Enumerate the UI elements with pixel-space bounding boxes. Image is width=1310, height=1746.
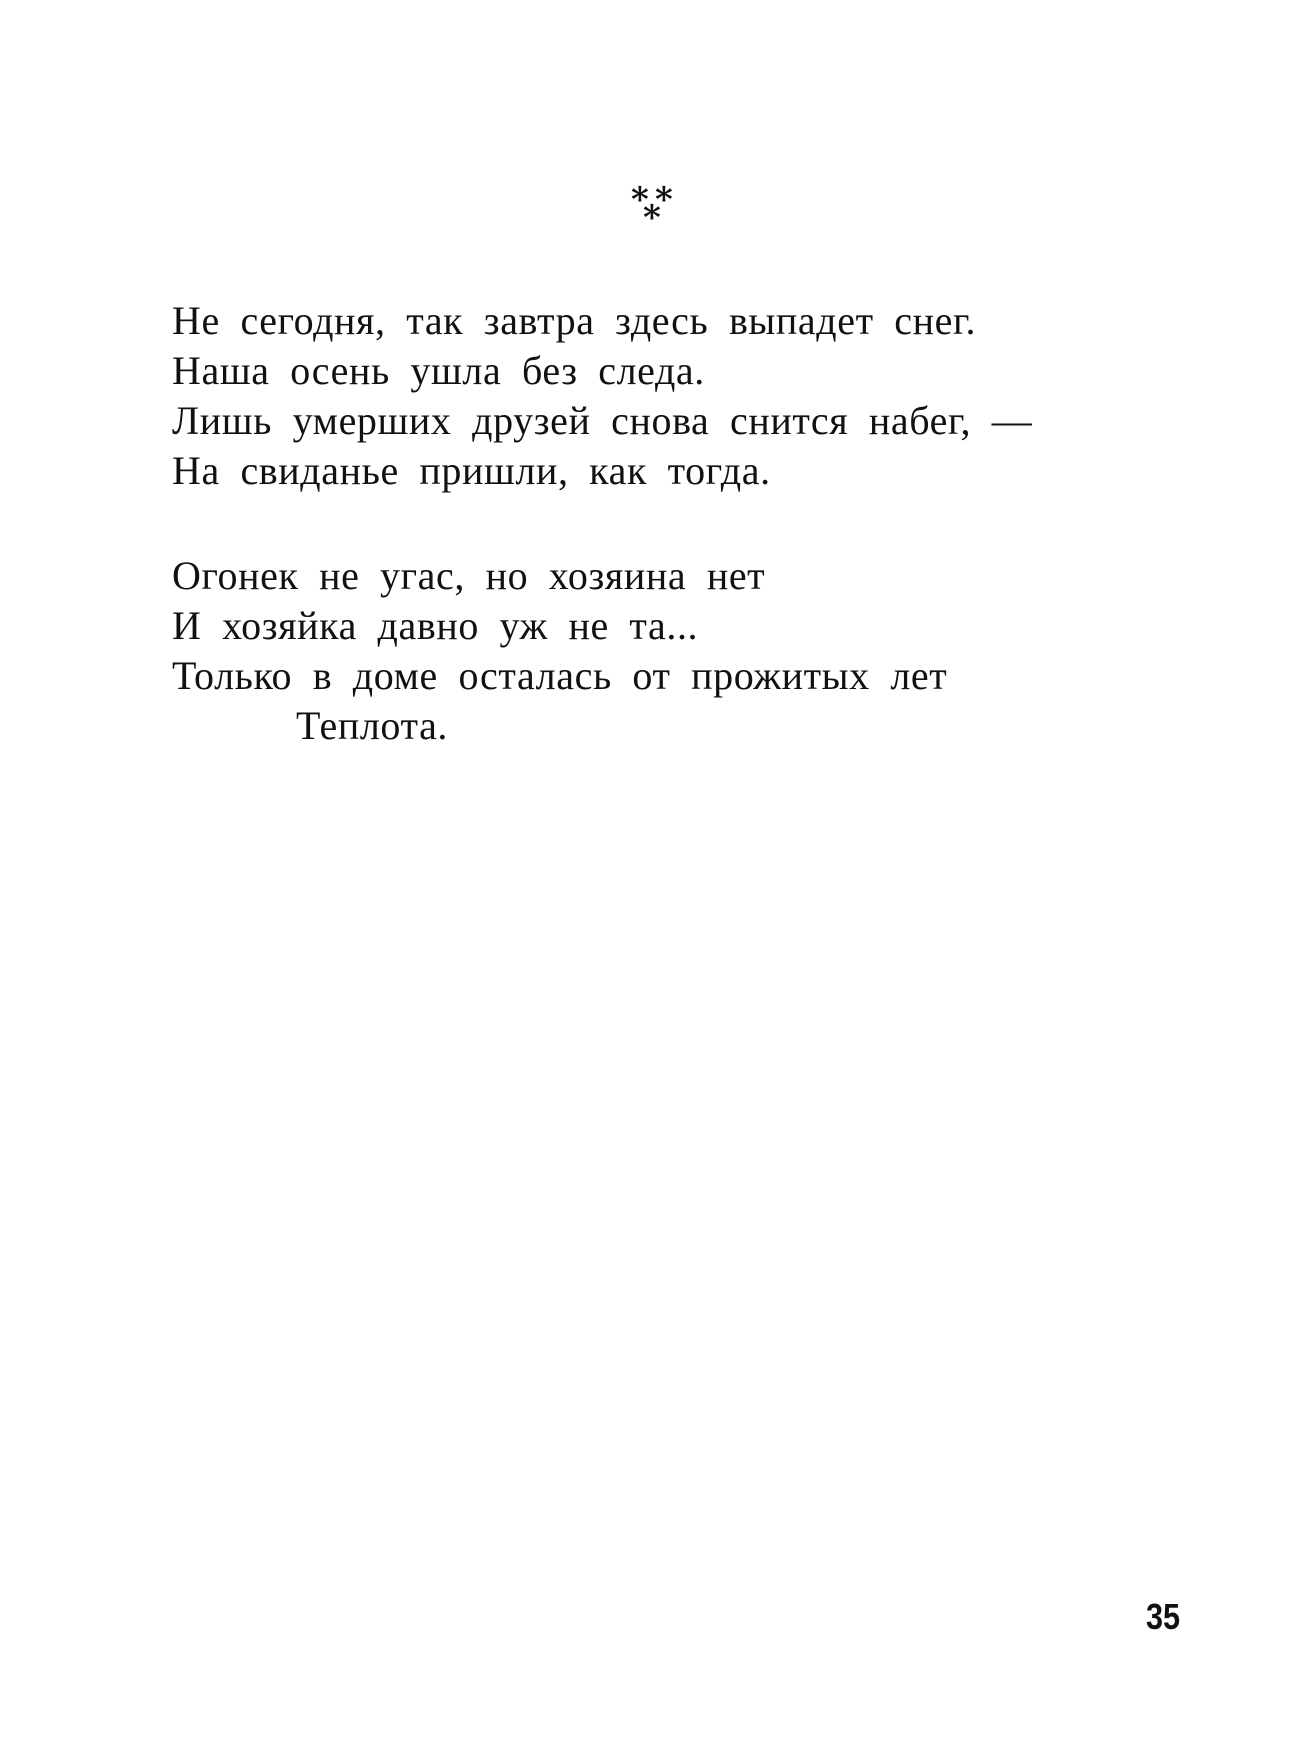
poem-line: Наша осень ушла без следа. — [172, 348, 705, 393]
poem-line: Лишь умерших друзей снова снится набег, — — [172, 398, 1033, 443]
poem — [172, 296, 1232, 751]
page-number: 35 — [1146, 1596, 1181, 1637]
stanza-2 — [172, 551, 1232, 751]
star-icon: * — [655, 180, 673, 220]
poem-line: Только в доме осталась от прожитых лет — [172, 653, 948, 698]
poem-line: И хозяйка давно уж не та... — [172, 603, 699, 648]
star-icon: * — [643, 198, 661, 238]
poem-line-indented: Теплота. — [296, 703, 449, 748]
stanza-1 — [172, 296, 1232, 496]
poem-line: Не сегодня, так завтра здесь выпадет снег. — [172, 298, 977, 343]
poem-line: На свиданье пришли, как тогда. — [172, 448, 771, 493]
star-icon: * — [631, 180, 649, 220]
asterism-ornament — [631, 180, 681, 238]
poem-line: Огонек не угас, но хозяина нет — [172, 553, 766, 598]
